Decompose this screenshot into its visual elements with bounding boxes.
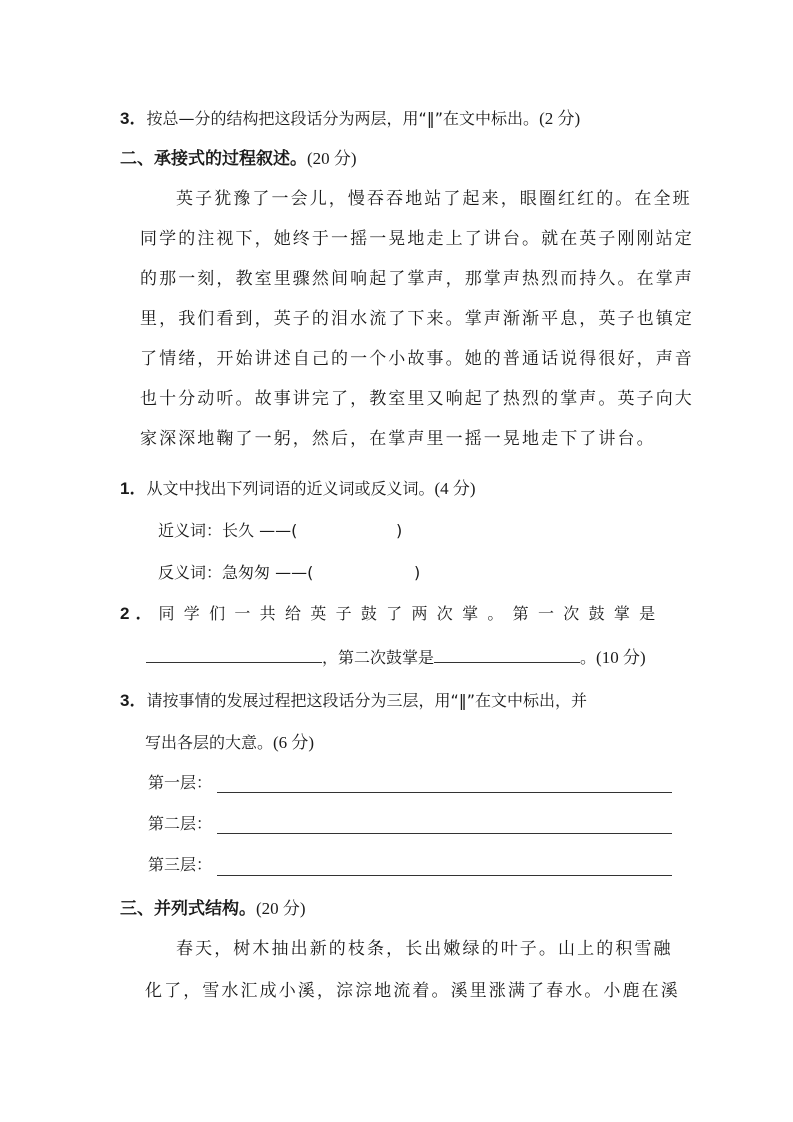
question-points: (4 分)	[434, 479, 476, 498]
question-3	[120, 690, 587, 712]
question-text: 按总—分的结构把这段话分为两层，用“‖”在文中标出。	[146, 109, 540, 128]
second-applause-blank[interactable]	[434, 646, 580, 663]
question-text-2: 写出各层的大意。	[145, 733, 274, 752]
layer-3-answer-line[interactable]	[217, 875, 672, 876]
question-2-answers	[146, 646, 646, 669]
question-number: 2．	[120, 604, 159, 623]
passage-line: 化了，雪水汇成小溪，淙淙地流着。溪里涨满了春水。小鹿在溪	[145, 981, 680, 1001]
layer-3-label: 第三层：	[148, 855, 213, 874]
question-points: (6 分)	[273, 733, 315, 752]
section-points: (20 分)	[256, 899, 306, 918]
layer-2-answer-line[interactable]	[217, 833, 672, 834]
question-2-mid: ，第二次鼓掌是	[322, 648, 435, 667]
layer-1-answer-line[interactable]	[217, 792, 672, 793]
question-text: 从文中找出下列词语的近义词或反义词。	[146, 479, 435, 498]
section-3-heading	[120, 898, 306, 920]
synonym-label: 近义词：长久 ——(	[158, 521, 298, 540]
passage-line: 也十分动听。故事讲完了，教室里又响起了热烈的掌声。英子向大	[140, 389, 694, 409]
passage-line: 同学的注视下，她终于一摇一晃地走上了讲台。就在英子刚刚站定	[140, 229, 694, 249]
question-2-end: 。	[580, 648, 597, 667]
antonym-answer-close[interactable]: )	[414, 563, 421, 582]
synonym-item	[158, 520, 297, 542]
question-text: 同学们一共给英子鼓了两次掌。第一次鼓掌是	[158, 604, 665, 623]
antonym-item	[158, 562, 313, 584]
question-number: 3．	[120, 691, 147, 710]
section-points: (20 分)	[307, 149, 357, 168]
question-1	[120, 478, 476, 500]
section-title: 三、并列式结构。	[120, 899, 256, 919]
question-2	[120, 603, 664, 625]
section-title: 二、承接式的过程叙述。	[120, 149, 307, 169]
question-number: 3．	[120, 109, 147, 128]
first-applause-blank[interactable]	[146, 646, 322, 663]
passage-line: 春天，树木抽出新的枝条，长出嫩绿的叶子。山上的积雪融	[176, 939, 673, 959]
passage-line: 英子犹豫了一会儿，慢吞吞地站了起来，眼圈红红的。在全班	[176, 189, 692, 209]
question-points: (2 分)	[539, 109, 581, 128]
passage-line: 里，我们看到，英子的泪水流了下来。掌声渐渐平息，英子也镇定	[140, 309, 694, 329]
question-text: 请按事情的发展过程把这段话分为三层，用“‖”在文中标出，并	[146, 691, 588, 710]
section-2-heading	[120, 148, 357, 170]
question-3-cont	[145, 732, 314, 754]
passage-line: 的那一刻，教室里骤然间响起了掌声，那掌声热烈而持久。在掌声	[140, 269, 694, 289]
question-number: 1．	[120, 479, 147, 498]
layer-1-label: 第一层：	[148, 773, 213, 792]
passage-line: 了情绪，开始讲述自己的一个小故事。她的普通话说得很好，声音	[140, 349, 694, 369]
passage-line: 家深深地鞠了一躬，然后，在掌声里一摇一晃地走下了讲台。	[140, 429, 656, 449]
layer-2-label: 第二层：	[148, 814, 213, 833]
question-prev-3	[120, 108, 580, 130]
antonym-label: 反义词：急匆匆 ——(	[158, 563, 314, 582]
synonym-answer-close[interactable]: )	[396, 521, 403, 540]
question-points: (10 分)	[596, 648, 646, 667]
